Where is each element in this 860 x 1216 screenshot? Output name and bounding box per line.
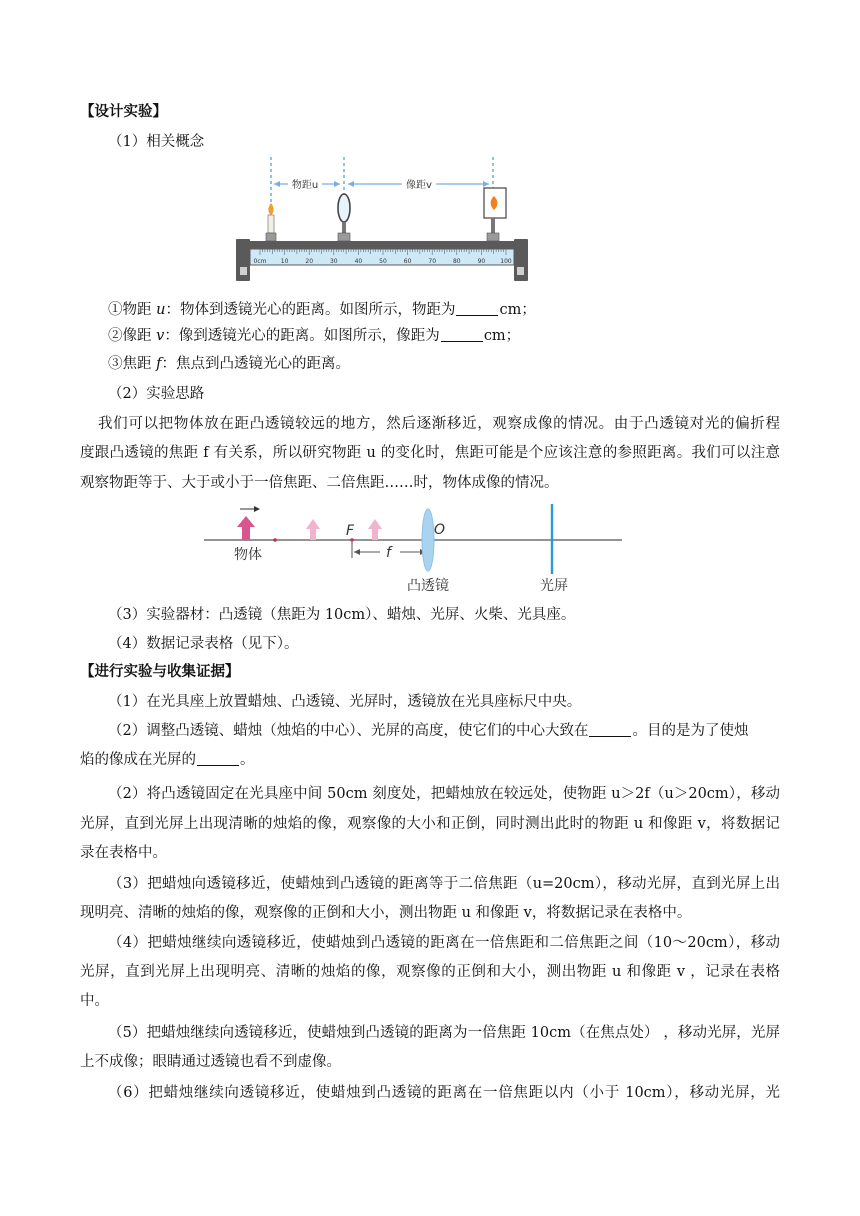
idea-label: （2）实验思路 xyxy=(108,386,205,402)
scale-tick-label: 10 xyxy=(280,258,289,265)
candle-body xyxy=(268,215,274,233)
faded-object-1 xyxy=(310,528,316,540)
faded-object-2 xyxy=(372,528,378,540)
object-arrow xyxy=(242,526,250,540)
convex-lens xyxy=(422,509,434,571)
scale-tick-label: 40 xyxy=(354,258,363,265)
screen-label: 光屏 xyxy=(540,578,568,594)
focal-label: F xyxy=(346,523,355,539)
experiment-heading: 【进行实验与收集证据】 xyxy=(80,663,240,680)
concepts-label: （1）相关概念 xyxy=(108,134,205,150)
step-2a-line-2: 焰的像成在光屏的 。 xyxy=(80,752,255,768)
scale-tick-label: 90 xyxy=(477,258,486,265)
step-2c-line-3: 录在表格中。 xyxy=(80,845,167,861)
focal-length-label: f xyxy=(386,545,391,561)
step-5-line-1: （5）把蜡烛继续向透镜移近，使蜡烛到凸透镜的距离为一倍焦距 10cm（在焦点处） ，移动光屏，光屏 xyxy=(108,1025,780,1041)
answer-blank-u[interactable] xyxy=(456,301,498,316)
scale-tick-label: 20 xyxy=(305,258,314,265)
idea-line-3: 观察物距等于、大于或小于一倍焦距、二倍焦距……时，物体成像的情况。 xyxy=(80,475,559,491)
step-4-line-3: 中。 xyxy=(80,993,109,1009)
lens-diagram-figure xyxy=(204,502,622,598)
scale-tick-label: 60 xyxy=(403,258,412,265)
step-4-line-1: （4）把蜡烛继续向透镜移近，使蜡烛到凸透镜的距离在一倍焦距和二倍焦距之间（10～20cm），移动 xyxy=(108,935,780,951)
design-heading: 【设计实验】 xyxy=(80,103,167,120)
concept-f: ③焦距 f：焦点到凸透镜光心的距离。 xyxy=(108,356,350,372)
bench-rail xyxy=(244,241,520,249)
image-distance-label: 像距v xyxy=(406,180,432,191)
lens-label: 凸透镜 xyxy=(407,578,449,594)
concept-v: ②像距 v：像到透镜光心的距离。如图所示，像距为 cm； xyxy=(108,328,521,344)
step-2c-line-1: （2）将凸透镜固定在光具座中间 50cm 刻度处，把蜡烛放在较远处，使物距 u＞2f（u＞20cm），移动 xyxy=(108,786,780,802)
step-4-line-2: 光屏，直到光屏上出现明亮、清晰的烛焰的像，观察像的正倒和大小，测出物距 u 和像距 v ，记录在表格 xyxy=(80,964,780,980)
center-label: O xyxy=(434,522,446,538)
scale-tick-label: 70 xyxy=(428,258,437,265)
step-6-line-1: （6）把蜡烛继续向透镜移近，使蜡烛到凸透镜的距离在一倍焦距以内（小于 10cm），移动光屏，光 xyxy=(108,1085,780,1101)
concept-u: ①物距 u：物体到透镜光心的距离。如图所示，物距为 cm； xyxy=(108,302,536,318)
equipment-line: （3）实验器材：凸透镜（焦距为 10cm）、蜡烛、光屏、火柴、光具座。 xyxy=(108,607,576,623)
step-1: （1）在光具座上放置蜡烛、凸透镜、光屏时，透镜放在光具座标尺中央。 xyxy=(108,694,582,710)
candle-flame xyxy=(268,203,273,215)
optical-bench-figure xyxy=(236,155,528,285)
table-note-line: （4）数据记录表格（见下）。 xyxy=(108,636,299,652)
scale-tick-label: 0cm xyxy=(253,258,267,265)
answer-blank-screen[interactable] xyxy=(197,751,239,766)
answer-blank-center[interactable] xyxy=(589,722,631,737)
step-2a-line-1: （2）调整凸透镜、蜡烛（烛焰的中心）、光屏的高度，使它们的中心大致在 。目的是为了使烛 xyxy=(108,723,749,739)
scale-tick-label: 50 xyxy=(379,258,387,265)
scale-tick-label: 100 xyxy=(500,258,512,265)
idea-line-2: 度跟凸透镜的焦距 f 有关系，所以研究物距 u 的变化时，焦距可能是个应该注意的参照距离。我们可以注意 xyxy=(80,445,780,461)
scale-tick-label: 30 xyxy=(329,258,338,265)
step-3-line-1: （3）把蜡烛向透镜移近，使蜡烛到凸透镜的距离等于二倍焦距（u=20cm），移动光屏，直到光屏上出 xyxy=(108,876,780,892)
scale-tick-label: 80 xyxy=(452,258,461,265)
answer-blank-v[interactable] xyxy=(441,327,483,342)
idea-line-1: 我们可以把物体放在距凸透镜较远的地方，然后逐渐移近，观察成像的情况。由于凸透镜对光的偏折程 xyxy=(98,416,780,432)
step-2c-line-2: 光屏，直到光屏上出现清晰的烛焰的像，观察像的大小和正倒，同时测出此时的物距 u 和像距 v，将数据记 xyxy=(80,816,780,832)
step-5-line-2: 上不成像；眼睛通过透镜也看不到虚像。 xyxy=(80,1054,341,1070)
object-distance-label: 物距u xyxy=(291,180,319,191)
step-3-line-2: 现明亮、清晰的烛焰的像，观察像的正倒和大小，测出物距 u 和像距 v，将数据记录在表格中。 xyxy=(80,905,692,921)
object-label: 物体 xyxy=(234,547,262,563)
lens-shape xyxy=(338,194,350,222)
2f-point xyxy=(273,538,277,542)
